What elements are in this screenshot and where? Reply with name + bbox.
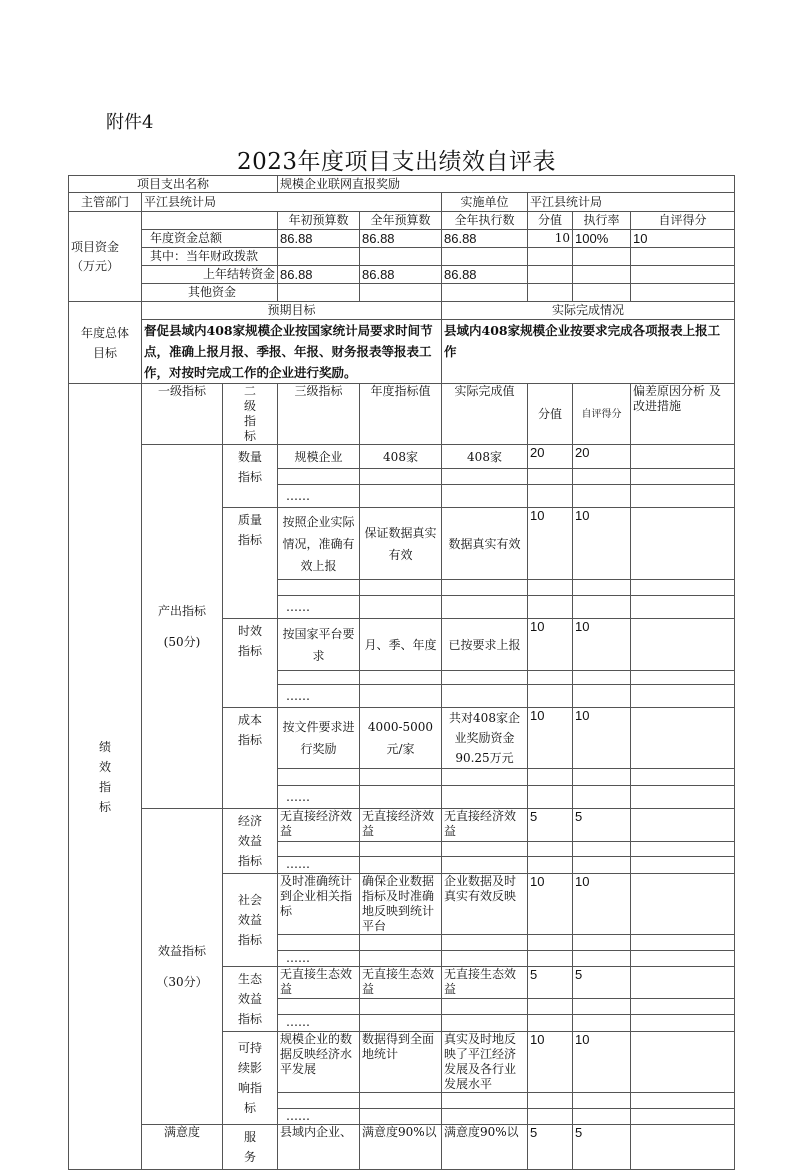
self-score: 20: [573, 445, 631, 469]
expected-goal-label: 预期目标: [142, 302, 442, 320]
actual-value: [442, 935, 528, 951]
points: [528, 671, 573, 685]
level2-indicator: 成本指标: [223, 708, 278, 809]
self-score: [573, 857, 631, 874]
self-evaluation-table: [68, 175, 735, 1170]
level2-indicator: 社会效益指标: [223, 874, 278, 967]
points: 5: [528, 1125, 573, 1170]
level3-indicator: 按国家平台要求: [278, 619, 360, 671]
points: 20: [528, 445, 573, 469]
annual-target: 无直接生态效益: [360, 967, 442, 999]
deviation-analysis: [631, 445, 735, 469]
funds-cell: 86.88: [442, 230, 528, 248]
indicator-header: 一级指标: [142, 384, 223, 445]
actual-value: [442, 685, 528, 708]
annual-target: [360, 1093, 442, 1109]
level3-indicator: [278, 1093, 360, 1109]
self-score: 10: [573, 508, 631, 580]
self-score: 5: [573, 1125, 631, 1170]
level3-indicator: [278, 469, 360, 485]
self-score: 5: [573, 967, 631, 999]
annual-target: 408家: [360, 445, 442, 469]
level2-indicator: 服 务: [223, 1125, 278, 1170]
level2-indicator: 生态效益指标: [223, 967, 278, 1032]
actual-value: [442, 1093, 528, 1109]
funds-cell: [528, 266, 573, 284]
deviation-analysis: [631, 508, 735, 580]
indicator-row: [69, 809, 735, 842]
deviation-analysis: [631, 769, 735, 786]
self-score: [573, 671, 631, 685]
funds-cell: [573, 284, 631, 302]
project-name-value: 规模企业联网直报奖励: [278, 176, 735, 193]
funds-cell: [631, 284, 735, 302]
self-score: [573, 1015, 631, 1032]
self-score: [573, 596, 631, 619]
actual-value: 真实及时地反映了平江经济发展及各行业发展水平: [442, 1032, 528, 1093]
level3-indicator: [278, 671, 360, 685]
actual-completion-text: 县域内408家规模企业按要求完成各项报表上报工作: [442, 320, 735, 384]
funds-cell: [360, 284, 442, 302]
funds-header: 执行率: [573, 212, 631, 230]
self-score: [573, 580, 631, 596]
funds-cell: 86.88: [360, 266, 442, 284]
actual-value: [442, 485, 528, 508]
level3-indicator: 按照企业实际情况，准确有效上报: [278, 508, 360, 580]
deviation-analysis: [631, 596, 735, 619]
level3-indicator: [278, 580, 360, 596]
annual-target: [360, 841, 442, 857]
level1-score: (50分): [163, 634, 201, 649]
annual-target: 保证数据真实有效: [360, 508, 442, 580]
self-score: 10: [573, 708, 631, 769]
points: 5: [528, 967, 573, 999]
funds-cell: [360, 248, 442, 266]
goals-label: 年度总体目标: [69, 302, 142, 384]
self-score: [573, 1093, 631, 1109]
points: [528, 857, 573, 874]
level3-indicator: 县域内企业、: [278, 1125, 360, 1170]
indicator-row: [69, 445, 735, 469]
deviation-analysis: [631, 841, 735, 857]
goals-row: [69, 320, 735, 384]
dept-label: 主管部门: [69, 193, 142, 212]
funds-cell: [442, 284, 528, 302]
project-name-row: [69, 176, 735, 193]
funds-header-row: [69, 212, 735, 230]
actual-value: [442, 769, 528, 786]
project-name-label: 项目支出名称: [69, 176, 278, 193]
annual-target: [360, 485, 442, 508]
points: [528, 769, 573, 786]
funds-label: 项目资金（万元）: [69, 212, 142, 302]
level1-score: （30分）: [156, 974, 208, 989]
points: 5: [528, 809, 573, 842]
annual-target: 无直接经济效益: [360, 809, 442, 842]
funds-cell: 10: [528, 230, 573, 248]
expected-goal-text: 督促县域内408家规模企业按国家统计局要求时间节点，准确上报月报、季报、年报、财务报表等报表工作，对按时完成工作的企业进行奖励。: [142, 320, 442, 384]
annual-target: [360, 1109, 442, 1125]
funds-header: 全年预算数: [360, 212, 442, 230]
funds-header: 分值: [528, 212, 573, 230]
level3-indicator: 按文件要求进行奖励: [278, 708, 360, 769]
department-row: [69, 193, 735, 212]
funds-header: 自评得分: [631, 212, 735, 230]
annual-target: [360, 786, 442, 809]
self-score: [573, 685, 631, 708]
level3-indicator: 规模企业: [278, 445, 360, 469]
funds-row-label: 其中：当年财政拨款: [142, 248, 278, 266]
level3-indicator: ……: [278, 1109, 360, 1125]
funds-row: [69, 230, 735, 248]
level2-indicator: 数量指标: [223, 445, 278, 508]
annual-target: 确保企业数据指标及时准确地反映到统计平台: [360, 874, 442, 935]
actual-value: 已按要求上报: [442, 619, 528, 671]
points: [528, 580, 573, 596]
funds-header-blank: [142, 212, 278, 230]
funds-cell: [573, 248, 631, 266]
actual-value: [442, 841, 528, 857]
funds-row-label: 年度资金总额: [142, 230, 278, 248]
level1-indicator: [142, 445, 223, 809]
self-score: [573, 786, 631, 809]
deviation-analysis: [631, 1109, 735, 1125]
annual-target: [360, 769, 442, 786]
level2-indicator: 可持续影响指标: [223, 1032, 278, 1125]
self-score: 10: [573, 874, 631, 935]
actual-value: 无直接生态效益: [442, 967, 528, 999]
deviation-analysis: [631, 685, 735, 708]
indicator-header: 偏差原因分析 及改进措施: [631, 384, 735, 445]
deviation-analysis: [631, 857, 735, 874]
level3-indicator: ……: [278, 951, 360, 967]
self-score: 5: [573, 809, 631, 842]
annual-target: [360, 951, 442, 967]
annual-target: [360, 685, 442, 708]
funds-row: [69, 248, 735, 266]
actual-value: [442, 596, 528, 619]
actual-value: [442, 580, 528, 596]
self-score: [573, 485, 631, 508]
level1-label: 效益指标: [157, 943, 206, 958]
points: [528, 685, 573, 708]
deviation-analysis: [631, 998, 735, 1015]
annual-target: [360, 580, 442, 596]
level3-indicator: [278, 841, 360, 857]
level3-indicator: 规模企业的数据反映经济水平发展: [278, 1032, 360, 1093]
level3-indicator: ……: [278, 857, 360, 874]
actual-completion-label: 实际完成情况: [442, 302, 735, 320]
level1-label: 满意度: [163, 1125, 200, 1139]
self-score: 10: [573, 1032, 631, 1093]
funds-cell: [528, 284, 573, 302]
level3-indicator: ……: [278, 485, 360, 508]
annual-target: 4000-5000元/家: [360, 708, 442, 769]
deviation-analysis: [631, 809, 735, 842]
self-score: 10: [573, 619, 631, 671]
annual-target: [360, 671, 442, 685]
funds-header: 全年执行数: [442, 212, 528, 230]
deviation-analysis: [631, 951, 735, 967]
annual-target: 数据得到全面地统计: [360, 1032, 442, 1093]
deviation-analysis: [631, 935, 735, 951]
level3-indicator: [278, 935, 360, 951]
level1-indicator: [142, 809, 223, 1125]
points: [528, 951, 573, 967]
points: [528, 1109, 573, 1125]
points: [528, 841, 573, 857]
deviation-analysis: [631, 786, 735, 809]
points: [528, 596, 573, 619]
level2-indicator: 质量指标: [223, 508, 278, 619]
funds-row-label: 其他资金: [142, 284, 278, 302]
annual-target: [360, 1015, 442, 1032]
funds-row: [69, 266, 735, 284]
level3-indicator: 无直接经济效益: [278, 809, 360, 842]
funds-cell: [278, 284, 360, 302]
deviation-analysis: [631, 1093, 735, 1109]
impl-value: 平江县统计局: [528, 193, 735, 212]
funds-row: [69, 284, 735, 302]
points: 10: [528, 874, 573, 935]
indicator-header: 实际完成值: [442, 384, 528, 445]
funds-header: 年初预算数: [278, 212, 360, 230]
indicator-header: 二级指标: [223, 384, 278, 445]
actual-value: [442, 998, 528, 1015]
level3-indicator: [278, 998, 360, 1015]
indicator-header-row: [69, 384, 735, 445]
indicator-header: 自评得分: [573, 384, 631, 445]
deviation-analysis: [631, 967, 735, 999]
level1-indicator: [142, 1125, 223, 1170]
actual-value: [442, 671, 528, 685]
funds-cell: [442, 248, 528, 266]
deviation-analysis: [631, 671, 735, 685]
actual-value: [442, 1109, 528, 1125]
annual-target: [360, 469, 442, 485]
annual-target: 满意度90%以: [360, 1125, 442, 1170]
actual-value: 408家: [442, 445, 528, 469]
actual-value: 满意度90%以: [442, 1125, 528, 1170]
funds-cell: [573, 266, 631, 284]
level2-indicator: 经济效益指标: [223, 809, 278, 874]
points: 10: [528, 1032, 573, 1093]
indicator-header: 三级指标: [278, 384, 360, 445]
deviation-analysis: [631, 1032, 735, 1093]
impl-label: 实施单位: [442, 193, 528, 212]
annual-target: [360, 935, 442, 951]
funds-row-label: 上年结转资金: [142, 266, 278, 284]
self-score: [573, 935, 631, 951]
points: [528, 998, 573, 1015]
actual-value: 无直接经济效益: [442, 809, 528, 842]
points: [528, 935, 573, 951]
level3-indicator: [278, 769, 360, 786]
actual-value: 数据真实有效: [442, 508, 528, 580]
funds-cell: 86.88: [360, 230, 442, 248]
level3-indicator: 无直接生态效益: [278, 967, 360, 999]
deviation-analysis: [631, 708, 735, 769]
deviation-analysis: [631, 1015, 735, 1032]
funds-cell: 10: [631, 230, 735, 248]
level3-indicator: ……: [278, 596, 360, 619]
goals-header-row: [69, 302, 735, 320]
self-score: [573, 841, 631, 857]
actual-value: 共对408家企业奖励资金90.25万元: [442, 708, 528, 769]
actual-value: [442, 786, 528, 809]
actual-value: 企业数据及时真实有效反映: [442, 874, 528, 935]
deviation-analysis: [631, 469, 735, 485]
page-title: 2023年度项目支出绩效自评表: [236, 149, 557, 175]
actual-value: [442, 857, 528, 874]
actual-value: [442, 469, 528, 485]
indicator-row: [69, 1125, 735, 1170]
annual-target: [360, 998, 442, 1015]
funds-cell: [631, 266, 735, 284]
level3-indicator: ……: [278, 685, 360, 708]
funds-cell: 100%: [573, 230, 631, 248]
self-score: [573, 769, 631, 786]
actual-value: [442, 951, 528, 967]
deviation-analysis: [631, 619, 735, 671]
indicator-header: 年度指标值: [360, 384, 442, 445]
points: [528, 786, 573, 809]
deviation-analysis: [631, 1125, 735, 1170]
funds-cell: 86.88: [278, 266, 360, 284]
level2-indicator: 时效指标: [223, 619, 278, 708]
indicators-label: 绩效指标: [69, 384, 142, 1170]
attachment-label: 附件4: [106, 112, 154, 133]
annual-target: 月、季、年度: [360, 619, 442, 671]
funds-cell: [528, 248, 573, 266]
points: 10: [528, 619, 573, 671]
annual-target: [360, 596, 442, 619]
self-score: [573, 998, 631, 1015]
level1-label: 产出指标: [157, 603, 206, 618]
deviation-analysis: [631, 485, 735, 508]
annual-target: [360, 857, 442, 874]
funds-cell: 86.88: [278, 230, 360, 248]
funds-cell: 86.88: [442, 266, 528, 284]
funds-cell: [278, 248, 360, 266]
deviation-analysis: [631, 580, 735, 596]
dept-value: 平江县统计局: [142, 193, 442, 212]
points: [528, 1093, 573, 1109]
points: 10: [528, 508, 573, 580]
points: [528, 469, 573, 485]
actual-value: [442, 1015, 528, 1032]
points: [528, 1015, 573, 1032]
points: [528, 485, 573, 508]
self-score: [573, 469, 631, 485]
points: 10: [528, 708, 573, 769]
level3-indicator: 及时准确统计到企业相关指标: [278, 874, 360, 935]
deviation-analysis: [631, 874, 735, 935]
self-score: [573, 951, 631, 967]
indicator-header: 分值: [528, 384, 573, 445]
funds-cell: [631, 248, 735, 266]
level3-indicator: ……: [278, 786, 360, 809]
self-score: [573, 1109, 631, 1125]
level3-indicator: ……: [278, 1015, 360, 1032]
